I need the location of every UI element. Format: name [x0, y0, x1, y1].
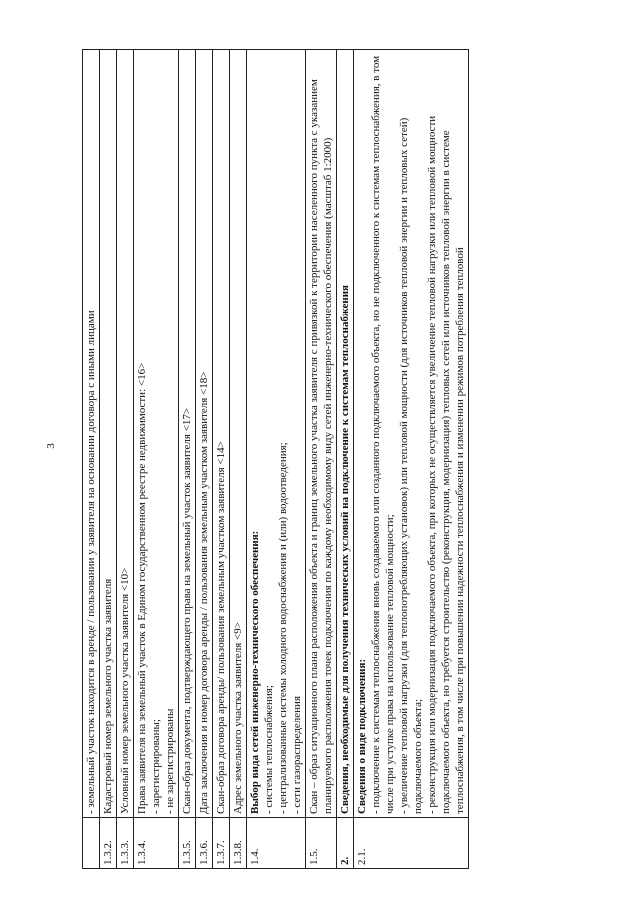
row-line: Дата заключения и номер договора аренды / пользования земельным участком заявителя <18> — [198, 371, 210, 814]
row-line: Скан-образ документа, подтверждающего права на земельный участок заявителя <17> — [181, 407, 193, 814]
row-line: Скан – образ ситуационного плана расположения объекта и границ земельного участка заявителя с привязкой к территории населенного пункта с указанием планируемого расположения точек подключения по каждому необходимому виду сетей инженерно-технического обеспечения (масштаб 1:2000) — [308, 79, 334, 814]
row-text — [100, 50, 117, 818]
table-row — [354, 50, 469, 869]
page-number: 3 — [44, 443, 57, 449]
row-line: Адрес земельного участка заявителя <9> — [232, 622, 244, 814]
row-number: 1.3.5. — [179, 818, 196, 869]
row-number: 1.3.4. — [134, 818, 179, 869]
row-text — [306, 50, 337, 818]
row-line: - системы теплоснабжения; — [263, 685, 275, 814]
row-text — [230, 50, 247, 818]
table-row — [179, 50, 196, 869]
row-line: Скан-образ договора аренды/ пользования земельным участком заявителя <14> — [215, 441, 227, 814]
row-text — [337, 50, 354, 818]
row-text — [354, 50, 469, 818]
table-row — [196, 50, 213, 869]
table-row — [100, 50, 117, 869]
row-line: Права заявителя на земельный участок в Едином государственном реестре недвижимости: <16> — [136, 362, 148, 814]
row-text — [117, 50, 134, 818]
row-number: 1.4. — [247, 818, 306, 869]
table-row — [134, 50, 179, 869]
row-line: Выбор вида сетей инженерно-технического обеспечения: — [249, 530, 261, 814]
row-number: 1.3.6. — [196, 818, 213, 869]
row-line: - увеличение тепловой нагрузки (для теплопотребляющих установок) или тепловой мощности (для источников тепловой энергии и тепловых сетей) подключаемого объекта; — [398, 117, 424, 814]
application-table — [82, 49, 469, 869]
row-line: Кадастровый номер земельного участка заявителя — [102, 578, 114, 814]
row-text — [196, 50, 213, 818]
row-number: 1.5. — [306, 818, 337, 869]
row-line: - централизованные системы холодного водоснабжения и (или) водоотведения; — [277, 442, 289, 814]
table-row — [83, 50, 100, 869]
row-number: 1.3.7. — [213, 818, 230, 869]
table-row — [117, 50, 134, 869]
row-text — [134, 50, 179, 818]
table-row — [247, 50, 306, 869]
row-line: - сети газораспределения — [291, 695, 303, 814]
table-row — [337, 50, 354, 869]
row-line: Сведения о виде подключения: — [356, 658, 368, 814]
row-text — [213, 50, 230, 818]
table-row — [213, 50, 230, 869]
row-text — [179, 50, 196, 818]
row-number — [83, 818, 100, 869]
row-number: 1.3.2. — [100, 818, 117, 869]
row-line: - не зарегистрированы — [164, 708, 176, 814]
row-text — [83, 50, 100, 818]
row-number: 1.3.3. — [117, 818, 134, 869]
row-line: - реконструкция или модернизация подключаемого объекта, при которых не осуществляется увеличение тепловой нагрузки или тепловой мощности подключаемого объекта, но требуется строительство (реконструкция, модернизация) тепловых сетей или источников тепловой энергии в системе теплоснабжения, в том числе при повышении надежности теплоснабжения и изменении режимов потребления тепловой — [426, 115, 466, 814]
row-number: 1.3.8. — [230, 818, 247, 869]
row-number: 2.1. — [354, 818, 469, 869]
row-line: - подключение к системам теплоснабжения вновь создаваемого или созданного подключаемого объекта, но не подключенного к системам теплоснабжения, в том числе при уступке права на использование тепловой мощности; — [370, 55, 396, 814]
row-line: - зарегистрированы; — [150, 719, 162, 814]
row-number: 2. — [337, 818, 354, 869]
row-line: Сведения, необходимые для получения технических условий на подключение к системам теплоснабжения — [339, 285, 351, 814]
row-text — [247, 50, 306, 818]
table-row — [306, 50, 337, 869]
row-line: Условный номер земельного участка заявителя <10> — [119, 567, 131, 814]
row-line: - земельный участок находится в аренде / пользовании у заявителя на основании договора с иными лицами — [85, 310, 97, 814]
table-row — [230, 50, 247, 869]
rotated-document — [82, 49, 582, 869]
